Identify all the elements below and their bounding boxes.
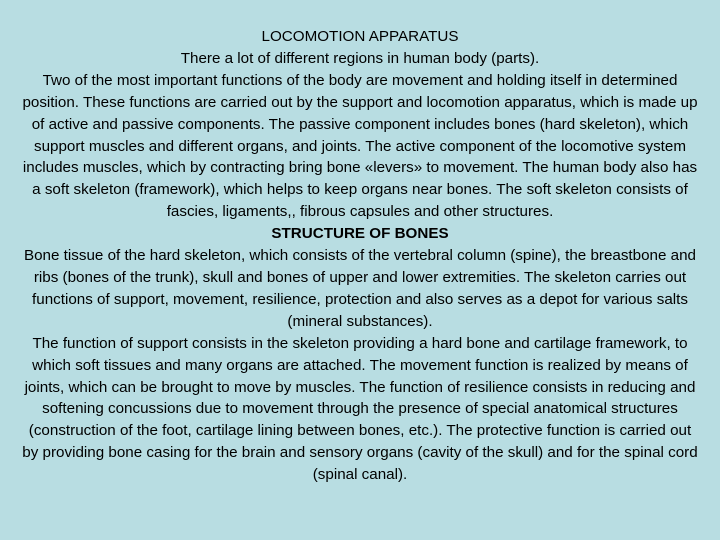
paragraph-locomotion: Two of the most important functions of the body are movement and holding itself in determined position. These functions are carried out by the support and locomotion apparatus, which is made up of active and passive components. The passive component includes bones (hard skeleton), which support muscles and different organs, and joints. The active component of the locomotive system includes muscles, which by contracting bring bone «levers» to movement. The human body also has a soft skeleton (framework), which helps to keep organs near bones. The soft skeleton consists of fascies, ligaments,, fibrous capsules and other structures. [22,71,698,221]
paragraph-functions: The function of support consists in the skeleton providing a hard bone and cartilage framework, to which soft tissues and many organs are attached. The movement function is realized by means of joints, which can be brought to move by muscles. The function of resilience consists in reducing and softening concussions due to movement through the presence of special anatomical structures (construction of the foot, cartilage lining between bones, etc.). The protective function is carried out by providing bone casing for the brain and sensory organs (cavity of the skull) and for the spinal cord (spinal canal). [22,334,698,484]
intro-text: There a lot of different regions in human body (parts). [180,49,540,67]
paragraph-bone-tissue: Bone tissue of the hard skeleton, which consists of the vertebral column (spine), the breastbone and ribs (bones of the trunk), skull and bones of upper and lower extremities. The skeleton carries out functions of support, movement, resilience, protection and also serves as a depot for various salts (mineral substances). [23,247,696,330]
section-heading-bones: STRUCTURE OF BONES [271,225,449,243]
slide-title: LOCOMOTION APPARATUS [261,28,459,45]
